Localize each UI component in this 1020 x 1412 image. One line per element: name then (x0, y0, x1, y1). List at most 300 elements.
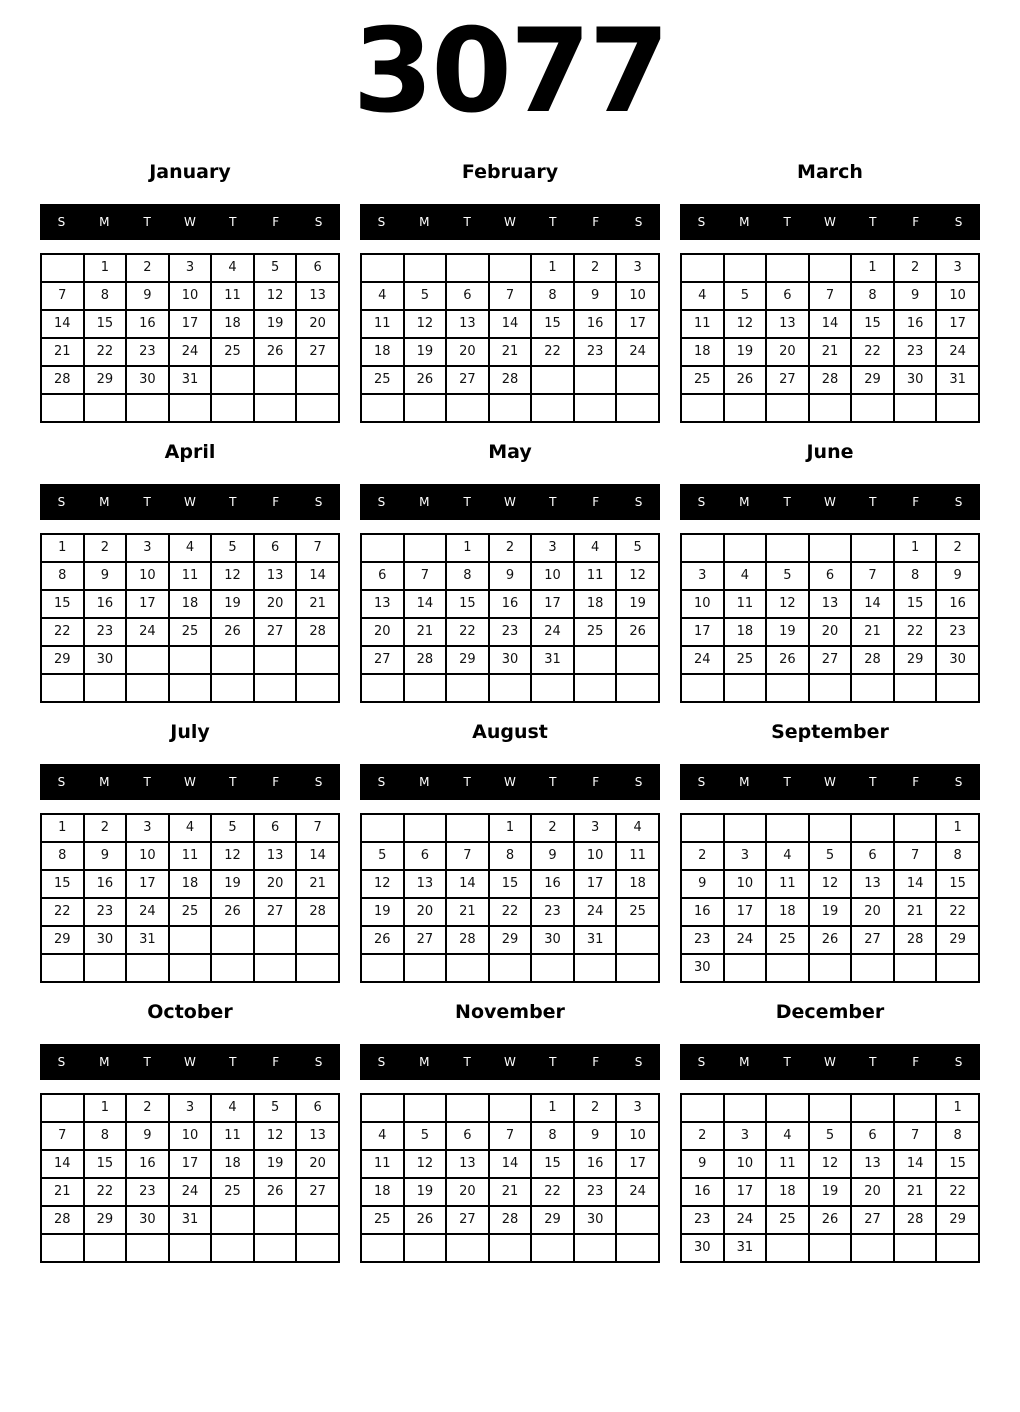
empty-cell (724, 674, 767, 702)
empty-cell (809, 254, 852, 282)
day-cell: 9 (489, 562, 532, 590)
weekday-label: F (592, 214, 600, 229)
day-cell: 12 (211, 842, 254, 870)
day-cell: 20 (296, 1150, 339, 1178)
day-cell: 4 (211, 1094, 254, 1122)
week-row (361, 562, 659, 590)
empty-cell (489, 254, 532, 282)
day-cell: 15 (84, 1150, 127, 1178)
empty-cell (361, 394, 404, 422)
day-cell: 13 (809, 590, 852, 618)
week-row (41, 338, 339, 366)
weekday-label: F (592, 494, 600, 509)
weekday-label: S (57, 774, 66, 789)
week-row (361, 1178, 659, 1206)
week-row (681, 1206, 979, 1234)
weekday-label: T (869, 1054, 877, 1069)
day-cell: 20 (254, 590, 297, 618)
month-title: June (806, 440, 854, 463)
empty-cell (41, 1234, 84, 1262)
day-cell: 12 (766, 590, 809, 618)
week-row (41, 310, 339, 338)
empty-cell (489, 674, 532, 702)
day-cell: 28 (489, 366, 532, 394)
day-cell: 25 (361, 366, 404, 394)
month-day-grid (40, 533, 340, 703)
day-cell: 28 (446, 926, 489, 954)
day-cell: 6 (254, 534, 297, 562)
day-cell: 11 (211, 282, 254, 310)
day-cell: 12 (254, 1122, 297, 1150)
day-cell: 29 (851, 366, 894, 394)
empty-cell (766, 814, 809, 842)
week-row (41, 842, 339, 870)
weekday-label: S (697, 214, 706, 229)
day-cell: 21 (894, 1178, 937, 1206)
empty-cell (574, 674, 617, 702)
empty-cell (894, 814, 937, 842)
weekday-label: W (504, 1054, 516, 1069)
day-cell: 10 (126, 562, 169, 590)
weekday-label: S (377, 214, 386, 229)
day-cell: 21 (489, 338, 532, 366)
weekday-label: T (869, 774, 877, 789)
weekday-label: F (912, 214, 920, 229)
empty-cell (126, 954, 169, 982)
weekday-label: F (912, 1054, 920, 1069)
day-cell: 14 (809, 310, 852, 338)
day-cell: 4 (169, 534, 212, 562)
month-november (360, 1001, 660, 1263)
day-cell: 30 (531, 926, 574, 954)
day-cell: 4 (681, 282, 724, 310)
week-row (681, 338, 979, 366)
weekday-label: W (504, 494, 516, 509)
day-cell: 20 (851, 1178, 894, 1206)
day-cell: 14 (296, 842, 339, 870)
day-cell: 24 (169, 338, 212, 366)
day-cell: 15 (41, 590, 84, 618)
day-cell: 31 (724, 1234, 767, 1262)
day-cell: 23 (936, 618, 979, 646)
weekday-label: F (272, 774, 280, 789)
empty-cell (211, 394, 254, 422)
day-cell: 27 (296, 1178, 339, 1206)
day-cell: 5 (809, 1122, 852, 1150)
week-row (41, 954, 339, 982)
day-cell: 13 (361, 590, 404, 618)
empty-cell (254, 954, 297, 982)
day-cell: 28 (41, 1206, 84, 1234)
weekday-header (360, 1044, 660, 1080)
day-cell: 2 (681, 842, 724, 870)
day-cell: 23 (126, 1178, 169, 1206)
empty-cell (361, 534, 404, 562)
month-title: August (472, 720, 548, 743)
day-cell: 5 (809, 842, 852, 870)
day-cell: 21 (296, 590, 339, 618)
day-cell: 22 (446, 618, 489, 646)
day-cell: 16 (894, 310, 937, 338)
day-cell: 26 (724, 366, 767, 394)
week-row (41, 1234, 339, 1262)
weekday-label: M (739, 494, 750, 509)
day-cell: 8 (894, 562, 937, 590)
weekday-label: W (824, 214, 836, 229)
week-row (41, 1122, 339, 1150)
day-cell: 26 (211, 898, 254, 926)
weekday-label: F (912, 774, 920, 789)
year-title: 3077 (352, 4, 668, 139)
day-cell: 19 (616, 590, 659, 618)
day-cell: 3 (936, 254, 979, 282)
day-cell: 5 (404, 282, 447, 310)
day-cell: 16 (84, 590, 127, 618)
empty-cell (404, 254, 447, 282)
day-cell: 19 (766, 618, 809, 646)
day-cell: 25 (361, 1206, 404, 1234)
day-cell: 12 (724, 310, 767, 338)
day-cell: 29 (84, 366, 127, 394)
weekday-label: T (549, 1054, 557, 1069)
day-cell: 24 (936, 338, 979, 366)
empty-cell (84, 1234, 127, 1262)
empty-cell (681, 814, 724, 842)
day-cell: 24 (616, 1178, 659, 1206)
weekday-label: T (143, 214, 151, 229)
week-row (361, 254, 659, 282)
weekday-label: T (229, 494, 237, 509)
day-cell: 19 (809, 1178, 852, 1206)
day-cell: 5 (404, 1122, 447, 1150)
empty-cell (894, 1094, 937, 1122)
day-cell: 21 (41, 1178, 84, 1206)
day-cell: 21 (851, 618, 894, 646)
day-cell: 13 (446, 1150, 489, 1178)
day-cell: 27 (254, 618, 297, 646)
month-january (40, 161, 340, 423)
day-cell: 7 (446, 842, 489, 870)
day-cell: 14 (404, 590, 447, 618)
empty-cell (936, 394, 979, 422)
day-cell: 4 (361, 1122, 404, 1150)
week-row (41, 674, 339, 702)
month-day-grid (680, 533, 980, 703)
day-cell: 25 (681, 366, 724, 394)
empty-cell (254, 646, 297, 674)
day-cell: 7 (489, 282, 532, 310)
months-grid (0, 161, 1020, 1263)
week-row (681, 1150, 979, 1178)
month-day-grid (680, 813, 980, 983)
empty-cell (211, 954, 254, 982)
empty-cell (446, 1094, 489, 1122)
week-row (41, 1094, 339, 1122)
month-day-grid (360, 813, 660, 983)
empty-cell (404, 1234, 447, 1262)
day-cell: 10 (126, 842, 169, 870)
day-cell: 22 (936, 1178, 979, 1206)
day-cell: 22 (84, 1178, 127, 1206)
weekday-label: T (463, 494, 471, 509)
week-row (681, 870, 979, 898)
empty-cell (296, 394, 339, 422)
empty-cell (851, 394, 894, 422)
empty-cell (681, 1094, 724, 1122)
day-cell: 29 (936, 1206, 979, 1234)
empty-cell (766, 394, 809, 422)
day-cell: 1 (446, 534, 489, 562)
day-cell: 6 (446, 1122, 489, 1150)
day-cell: 15 (936, 870, 979, 898)
week-row (361, 814, 659, 842)
week-row (361, 1150, 659, 1178)
day-cell: 4 (766, 1122, 809, 1150)
day-cell: 3 (616, 1094, 659, 1122)
day-cell: 31 (169, 1206, 212, 1234)
day-cell: 22 (41, 898, 84, 926)
day-cell: 30 (126, 1206, 169, 1234)
empty-cell (851, 674, 894, 702)
empty-cell (766, 954, 809, 982)
day-cell: 15 (84, 310, 127, 338)
day-cell: 6 (296, 254, 339, 282)
day-cell: 5 (766, 562, 809, 590)
day-cell: 9 (84, 842, 127, 870)
day-cell: 11 (766, 870, 809, 898)
day-cell: 17 (574, 870, 617, 898)
day-cell: 30 (681, 1234, 724, 1262)
day-cell: 19 (254, 1150, 297, 1178)
day-cell: 22 (84, 338, 127, 366)
day-cell: 28 (851, 646, 894, 674)
day-cell: 15 (936, 1150, 979, 1178)
day-cell: 17 (681, 618, 724, 646)
week-row (681, 1094, 979, 1122)
empty-cell (41, 1094, 84, 1122)
week-row (361, 1122, 659, 1150)
day-cell: 3 (531, 534, 574, 562)
day-cell: 26 (404, 366, 447, 394)
weekday-label: T (783, 214, 791, 229)
weekday-label: S (314, 1054, 323, 1069)
empty-cell (574, 646, 617, 674)
day-cell: 20 (404, 898, 447, 926)
day-cell: 21 (41, 338, 84, 366)
week-row (681, 590, 979, 618)
day-cell: 25 (574, 618, 617, 646)
month-march (680, 161, 980, 423)
day-cell: 29 (41, 926, 84, 954)
day-cell: 3 (169, 254, 212, 282)
day-cell: 17 (724, 1178, 767, 1206)
weekday-label: T (549, 494, 557, 509)
day-cell: 30 (681, 954, 724, 982)
day-cell: 11 (574, 562, 617, 590)
empty-cell (616, 646, 659, 674)
day-cell: 19 (809, 898, 852, 926)
day-cell: 9 (574, 282, 617, 310)
week-row (681, 898, 979, 926)
day-cell: 19 (724, 338, 767, 366)
weekday-label: T (229, 1054, 237, 1069)
empty-cell (169, 954, 212, 982)
month-title: September (771, 720, 889, 743)
day-cell: 11 (766, 1150, 809, 1178)
day-cell: 8 (936, 1122, 979, 1150)
day-cell: 2 (936, 534, 979, 562)
day-cell: 8 (489, 842, 532, 870)
empty-cell (681, 674, 724, 702)
week-row (681, 1234, 979, 1262)
weekday-header (680, 1044, 980, 1080)
day-cell: 28 (894, 1206, 937, 1234)
weekday-label: M (739, 1054, 750, 1069)
day-cell: 21 (296, 870, 339, 898)
day-cell: 15 (531, 310, 574, 338)
week-row (361, 366, 659, 394)
week-row (681, 282, 979, 310)
empty-cell (809, 534, 852, 562)
day-cell: 22 (894, 618, 937, 646)
month-title: July (170, 720, 210, 743)
day-cell: 10 (169, 1122, 212, 1150)
day-cell: 6 (851, 1122, 894, 1150)
day-cell: 26 (254, 338, 297, 366)
day-cell: 21 (489, 1178, 532, 1206)
empty-cell (41, 394, 84, 422)
month-june (680, 441, 980, 703)
day-cell: 9 (126, 1122, 169, 1150)
day-cell: 1 (936, 814, 979, 842)
day-cell: 6 (446, 282, 489, 310)
weekday-label: M (99, 774, 110, 789)
day-cell: 5 (616, 534, 659, 562)
day-cell: 13 (296, 1122, 339, 1150)
day-cell: 9 (681, 1150, 724, 1178)
month-day-grid (680, 253, 980, 423)
empty-cell (126, 1234, 169, 1262)
day-cell: 18 (766, 1178, 809, 1206)
week-row (681, 310, 979, 338)
day-cell: 30 (894, 366, 937, 394)
day-cell: 18 (616, 870, 659, 898)
day-cell: 26 (809, 1206, 852, 1234)
day-cell: 26 (361, 926, 404, 954)
day-cell: 13 (851, 1150, 894, 1178)
day-cell: 6 (296, 1094, 339, 1122)
weekday-label: M (739, 774, 750, 789)
day-cell: 16 (574, 1150, 617, 1178)
week-row (41, 282, 339, 310)
day-cell: 9 (574, 1122, 617, 1150)
weekday-label: S (954, 494, 963, 509)
day-cell: 18 (211, 1150, 254, 1178)
weekday-label: T (229, 214, 237, 229)
empty-cell (211, 646, 254, 674)
empty-cell (809, 1094, 852, 1122)
day-cell: 27 (254, 898, 297, 926)
day-cell: 9 (84, 562, 127, 590)
day-cell: 25 (766, 1206, 809, 1234)
day-cell: 31 (574, 926, 617, 954)
day-cell: 26 (616, 618, 659, 646)
empty-cell (254, 394, 297, 422)
month-title: April (164, 440, 216, 463)
empty-cell (531, 1234, 574, 1262)
month-may (360, 441, 660, 703)
day-cell: 7 (851, 562, 894, 590)
day-cell: 11 (361, 310, 404, 338)
empty-cell (681, 254, 724, 282)
empty-cell (616, 674, 659, 702)
day-cell: 2 (574, 254, 617, 282)
empty-cell (211, 674, 254, 702)
weekday-header (680, 764, 980, 800)
week-row (41, 646, 339, 674)
day-cell: 17 (616, 1150, 659, 1178)
day-cell: 14 (894, 1150, 937, 1178)
week-row (681, 618, 979, 646)
month-title: October (147, 1000, 233, 1023)
weekday-header (40, 204, 340, 240)
weekday-label: S (634, 774, 643, 789)
weekday-label: S (377, 774, 386, 789)
empty-cell (766, 1094, 809, 1122)
day-cell: 14 (41, 1150, 84, 1178)
day-cell: 10 (681, 590, 724, 618)
week-row (41, 562, 339, 590)
week-row (681, 954, 979, 982)
day-cell: 13 (404, 870, 447, 898)
day-cell: 26 (766, 646, 809, 674)
day-cell: 29 (41, 646, 84, 674)
day-cell: 18 (574, 590, 617, 618)
empty-cell (724, 254, 767, 282)
weekday-header (680, 204, 980, 240)
day-cell: 6 (254, 814, 297, 842)
day-cell: 29 (936, 926, 979, 954)
day-cell: 8 (851, 282, 894, 310)
empty-cell (809, 954, 852, 982)
week-row (361, 1094, 659, 1122)
day-cell: 13 (446, 310, 489, 338)
week-row (681, 1178, 979, 1206)
day-cell: 28 (489, 1206, 532, 1234)
day-cell: 2 (84, 534, 127, 562)
empty-cell (724, 954, 767, 982)
weekday-header (680, 484, 980, 520)
day-cell: 18 (169, 870, 212, 898)
empty-cell (361, 954, 404, 982)
day-cell: 14 (296, 562, 339, 590)
day-cell: 6 (361, 562, 404, 590)
weekday-label: T (783, 494, 791, 509)
day-cell: 17 (169, 310, 212, 338)
day-cell: 25 (169, 898, 212, 926)
day-cell: 24 (531, 618, 574, 646)
day-cell: 27 (404, 926, 447, 954)
day-cell: 25 (211, 338, 254, 366)
weekday-label: M (739, 214, 750, 229)
week-row (681, 562, 979, 590)
day-cell: 23 (84, 618, 127, 646)
empty-cell (616, 926, 659, 954)
week-row (681, 674, 979, 702)
day-cell: 11 (724, 590, 767, 618)
weekday-header (40, 484, 340, 520)
day-cell: 22 (531, 338, 574, 366)
